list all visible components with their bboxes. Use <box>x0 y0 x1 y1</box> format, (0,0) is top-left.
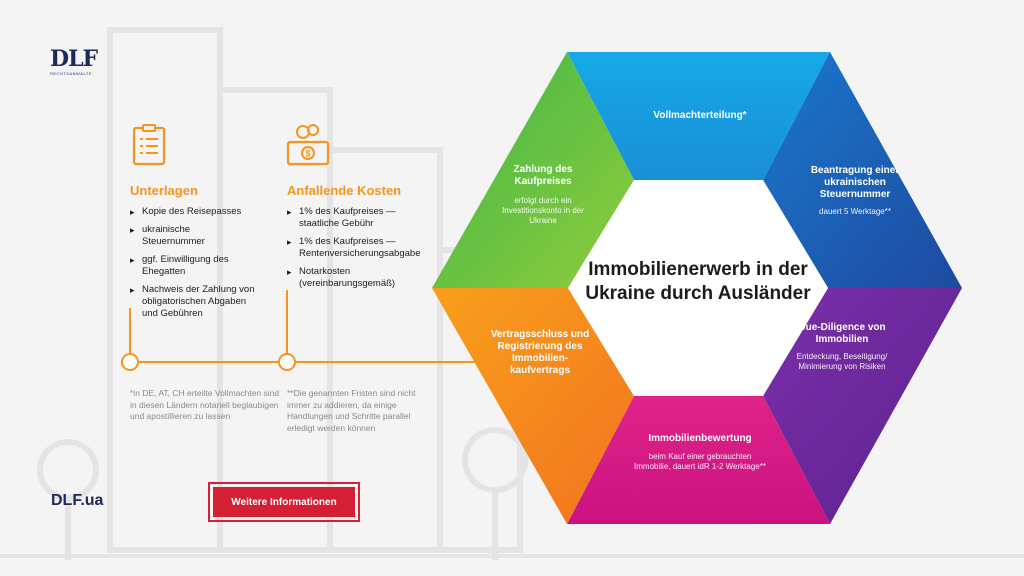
costs-title: Anfallende Kosten <box>287 183 402 198</box>
list-item: ▸ Kopie des Reisepasses <box>130 206 255 218</box>
segment-steuernummer: Beantragung einer ukrainischen Steuernummer dauert 5 Werktage** <box>810 165 900 216</box>
more-info-label: Weitere Informationen <box>213 487 355 517</box>
list-item: ▸ Notarkosten (vereinbarungsgemäß) <box>287 266 427 290</box>
segment-zahlung: Zahlung des Kaufpreises erfolgt durch ein Investitionskonto in der Ukraine <box>502 164 584 225</box>
segment-bewertung: Immobilienbewertung beim Kauf einer gebrauchten Immobilie, dauert idR 1-2 Werktage** <box>634 433 766 471</box>
segment-vollmacht: Vollmachterteilung* <box>653 110 747 121</box>
list-item: ▸ Nachweis der Zahlung von obligatorischen Abgaben und Gebühren <box>130 284 255 320</box>
list-item: ▸ 1% des Kaufpreises — staatliche Gebühr <box>287 206 427 230</box>
dlf-logo: DLF RECHTSANWÄLTE <box>50 46 98 76</box>
site-link[interactable]: DLF.ua <box>51 492 104 509</box>
documents-title: Unterlagen <box>130 183 198 198</box>
documents-footnote: *in DE, AT, CH erteilte Vollmachten sind in diesen Ländern notariell beglaubigen und apostillieren zu lassen <box>130 388 280 421</box>
list-item: ▸ ggf. Einwilligung des Ehegatten <box>130 254 255 278</box>
center-title: Immobilienerwerb in der Ukraine durch Ausländer <box>585 259 811 304</box>
segment-vertrag: Vertragsschluss und Registrierung des Immobilien-kaufvertrags <box>490 329 590 376</box>
segment-due-diligence: Due-Diligence von Immobilien Entdeckung, Beseitigung/ Minimierung von Risiken <box>796 322 888 371</box>
list-item: ▸ ukrainische Steuernummer <box>130 224 255 248</box>
svg-text:$: $ <box>305 148 311 159</box>
list-item: ▸ 1% des Kaufpreises — Rentenversicherungsabgabe <box>287 236 427 260</box>
costs-footnote: **Die genannten Fristen sind nicht immer zu addieren, da einige Handlungen und Schritte parallel erledigt werden können <box>287 388 416 433</box>
